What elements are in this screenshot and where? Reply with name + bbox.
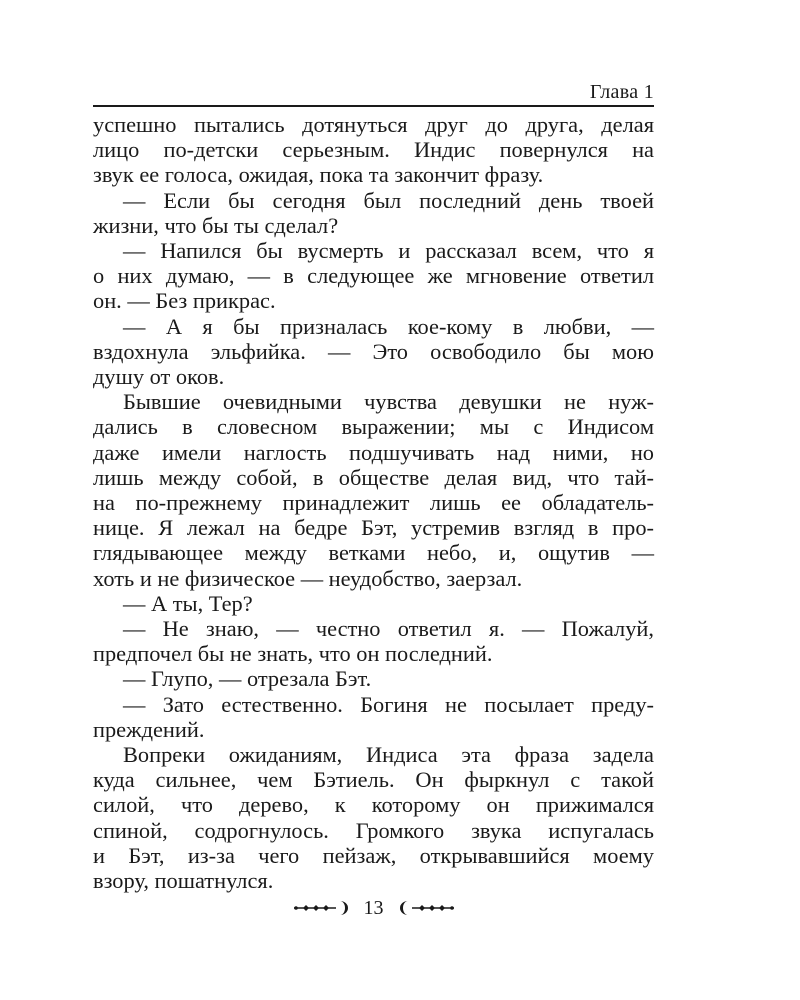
text-line: звук ее голоса, ожидая, пока та закончит фразу.	[93, 162, 544, 188]
text-line: о них думаю, — в следующее же мгновение ответил	[93, 263, 654, 289]
text-line: на по-прежнему принадлежит лишь ее обладатель-	[93, 490, 654, 516]
text-line: он. — Без прикрас.	[93, 288, 276, 314]
text-line: — А ты, Тер?	[123, 590, 253, 616]
text-line: нице. Я лежал на бедре Бэт, устремив взгляд в про-	[93, 515, 654, 541]
text-line: и Бэт, из-за чего пейзаж, открывавшийся моему	[93, 842, 654, 868]
text-line: даже имели наглость подшучивать над ними, но	[93, 439, 654, 465]
text-line: — Напился бы вусмерть и рассказал всем, что я	[123, 238, 654, 264]
text-line: Бывшие очевидными чувства девушки не нуж-	[123, 389, 654, 415]
left-ornament-icon	[292, 899, 354, 917]
text-line: спиной, содрогнулось. Громкого звука испугалась	[93, 817, 654, 843]
text-line: дались в словесном выражении; мы с Индисом	[93, 414, 654, 440]
text-line: успешно пытались дотянуться друг до друга, делая	[93, 112, 654, 137]
header-rule	[93, 105, 654, 107]
text-line: душу от оков.	[93, 364, 225, 390]
text-line: — Не знаю, — честно ответил я. — Пожалуй,	[123, 616, 654, 642]
text-line: — Если бы сегодня был последний день твоей	[123, 187, 654, 213]
text-line: преждений.	[93, 716, 205, 742]
text-line: хоть и не физическое — неудобство, заерзал.	[93, 565, 523, 591]
text-line: вздохнула эльфийка. — Это освободило бы мою	[93, 338, 654, 364]
text-line: силой, что дерево, к которому он прижимался	[93, 792, 654, 818]
running-head-chapter: Глава 1	[589, 81, 654, 103]
text-line: предпочел бы не знать, что он последний.	[93, 641, 493, 667]
page-number: 13	[363, 897, 384, 919]
text-line: — А я бы призналась кое-кому в любви, —	[123, 313, 654, 339]
text-line: лишь между собой, в обществе делая вид, что тай-	[93, 464, 654, 490]
text-line: глядывающее между ветками небо, и, ощутив —	[93, 540, 654, 566]
book-page	[93, 72, 654, 952]
text-line: взору, пошатнулся.	[93, 868, 274, 894]
text-line: куда сильнее, чем Бэтиель. Он фыркнул с такой	[93, 767, 654, 793]
text-line: — Зато естественно. Богиня не посылает преду-	[123, 691, 654, 717]
text-line: Вопреки ожиданиям, Индиса эта фраза задела	[123, 742, 654, 768]
right-ornament-icon	[394, 899, 456, 917]
text-line: жизни, что бы ты сделал?	[93, 212, 339, 238]
text-line: лицо по-детски серьезным. Индис повернулся на	[93, 137, 654, 163]
page-folio	[93, 897, 654, 919]
text-line: — Глупо, — отрезала Бэт.	[123, 666, 372, 692]
body-text	[93, 112, 654, 893]
